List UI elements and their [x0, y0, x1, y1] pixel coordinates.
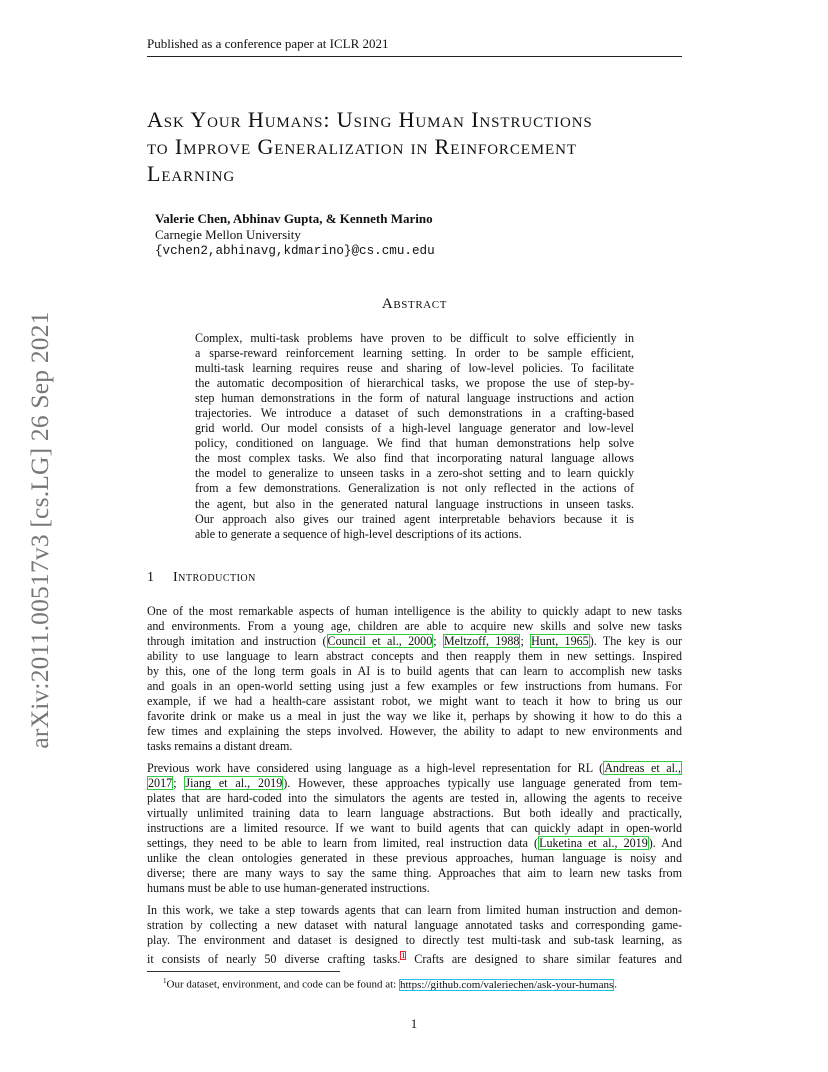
text-line: and goals in an open-world setting using just a few examples or few instructions from humans. For: [147, 679, 682, 694]
footnote-url-link[interactable]: https://github.com/valeriechen/ask-your-humans: [399, 978, 614, 991]
text-fragment: it consists of nearly 50 diverse crafting tasks.: [147, 952, 401, 967]
citation-link-jiang[interactable]: Jiang et al., 2019: [185, 776, 283, 791]
abstract-line: the model to generalize to unseen tasks in a zero-shot setting and to learn quickly: [195, 466, 634, 481]
abstract-line: Our approach also gives our trained agent interpretable behaviors because it is: [195, 511, 634, 526]
footnote-end: .: [614, 978, 618, 991]
section-number: 1: [147, 570, 155, 585]
author-names: Valerie Chen, Abhinav Gupta, & Kenneth Marino: [155, 211, 433, 226]
text-line: play. The environment and dataset is designed to directly test multi-task and sub-task learning, as: [147, 933, 682, 948]
running-header: Published as a conference paper at ICLR 2021: [147, 36, 682, 57]
intro-paragraph-3: [147, 903, 682, 967]
citation-link-andreas[interactable]: Andreas et al.,: [604, 761, 681, 775]
author-email: {vchen2,abhinavg,kdmarino}@cs.cmu.edu: [155, 244, 435, 258]
text-line: One of the most remarkable aspects of human intelligence is the ability to quickly adapt to new tasks: [147, 604, 682, 618]
abstract-line: able to generate a sequence of high-level descriptions of its actions.: [195, 526, 522, 541]
text-line: example, if we had a health-care assistant robot, we might want to teach it how to bring us our: [147, 694, 682, 709]
text-fragment: ). And: [648, 836, 682, 851]
text-line: tasks remains a distant dream.: [147, 739, 293, 754]
text-line: [147, 836, 682, 851]
text-fragment: settings, they need to be able to learn from limited, real instruction data (: [147, 836, 539, 851]
abstract-line: Complex, multi-task problems have proven to be difficult to solve efficiently in: [195, 331, 634, 345]
page-number: 1: [410, 1016, 418, 1031]
text-fragment: Previous work have considered using language as a high-level representation for RL (: [147, 761, 604, 775]
citation-link-andreas-year[interactable]: 2017: [148, 776, 173, 791]
footnote-text: Our dataset, environment, and code can be found at:: [166, 978, 399, 991]
abstract-line: multi-task learning requires reuse and sharing of low-level policies. To facilitate: [195, 361, 634, 376]
abstract-line: from a few demonstrations. Generalization is not only reflected in the actions of: [195, 481, 634, 496]
text-fragment: through imitation and instruction (: [147, 634, 327, 649]
author-affiliation: Carnegie Mellon University: [155, 227, 301, 242]
text-line: few times and explaining the steps involved. However, the ability to adapt to new environments and: [147, 724, 682, 739]
footnote: [163, 977, 617, 991]
text-fragment: ;: [520, 634, 531, 649]
text-line: humans must be able to use human-generated instructions.: [147, 881, 430, 896]
author-block: [155, 211, 435, 259]
abstract-line: the agent, but also in the generated natural language instructions in unseen tasks.: [195, 496, 634, 511]
abstract-line: step human demonstrations in the form of natural language instructions and action: [195, 391, 634, 406]
title-line: Ask Your Humans: Using Human Instructions: [147, 107, 593, 132]
abstract-body: [195, 331, 634, 542]
text-line: instructions are a limited resource. If we want to build agents that can quickly adapt in open-world: [147, 821, 682, 836]
text-fragment: ). However, these approaches typically use language generated from tem-: [283, 776, 682, 791]
text-line: favorite drink or make us a meal in just the way we like it, perhaps by showing it how to do this a: [147, 709, 682, 724]
paper-title: [147, 106, 687, 187]
text-line: [147, 776, 682, 791]
text-fragment: ;: [433, 634, 443, 649]
abstract-line: a sparse-reward reinforcement learning setting. In order to be sample efficient,: [195, 346, 634, 361]
text-line: [147, 948, 682, 967]
abstract-heading: Abstract: [381, 296, 448, 312]
abstract-line: trajectories. We introduce a dataset of such demonstrations in a crafting-based: [195, 406, 634, 421]
text-line: virtually unlimited training data to learn language abstractions. But both ideally and practically,: [147, 806, 682, 821]
abstract-line: policy, conditioned on language. We find that human demonstrations help solve: [195, 436, 634, 451]
text-line: ability to use language to learn abstract concepts and then reapply them in new settings. Inspired: [147, 649, 682, 664]
arxiv-stamp: arXiv:2011.00517v3 [cs.LG] 26 Sep 2021: [25, 311, 54, 749]
section-title: Introduction: [173, 570, 256, 585]
citation-link-luketina[interactable]: Luketina et al., 2019: [539, 836, 648, 851]
text-fragment: ). The key is our: [589, 634, 683, 649]
abstract-line: the automatic decomposition of hierarchical tasks, we propose the use of step-by-: [195, 376, 634, 391]
footnote-reference-link[interactable]: 1: [401, 951, 406, 961]
text-line: [147, 634, 682, 649]
citation-link-meltzoff[interactable]: Meltzoff, 1988: [443, 634, 520, 649]
text-line: [147, 761, 682, 776]
footnote-rule: [147, 971, 340, 972]
text-fragment: Crafts are designed to share similar features and: [406, 952, 682, 967]
text-line: stration by collecting a new dataset with natural language annotated tasks and corresponding game-: [147, 918, 682, 933]
title-line: Learning: [147, 161, 236, 186]
text-fragment: ;: [173, 776, 185, 791]
text-line: by this, one of the long term goals in AI is to build agents that can learn to accomplish new tasks: [147, 664, 682, 679]
text-line: and environments. From a young age, children are able to acquire new skills and solve new tasks: [147, 619, 682, 634]
abstract-line: grid world. Our model consists of a high-level language generator and low-level: [195, 421, 634, 436]
title-line: to Improve Generalization in Reinforcement: [147, 134, 577, 159]
section-heading-introduction: [147, 570, 256, 586]
citation-link-council[interactable]: Council et al., 2000: [327, 634, 433, 649]
text-line: unlike the clean ontologies generated in these previous approaches, human language is noisy and: [147, 851, 682, 866]
intro-paragraph-2: [147, 761, 682, 896]
intro-paragraph-1: [147, 604, 682, 754]
text-line: diverse; there are many ways to say the same thing. Approaches that aim to learn new tasks from: [147, 866, 682, 881]
text-line: plates that are hard-coded into the simulators the agents are tested in, allowing the agents to receive: [147, 791, 682, 806]
citation-link-hunt[interactable]: Hunt, 1965: [531, 634, 589, 649]
footnote-mark: 1: [163, 977, 167, 985]
text-line: In this work, we take a step towards agents that can learn from limited human instruction and demon-: [147, 903, 682, 917]
abstract-line: the most complex tasks. We also find that incorporating natural language allows: [195, 451, 634, 466]
